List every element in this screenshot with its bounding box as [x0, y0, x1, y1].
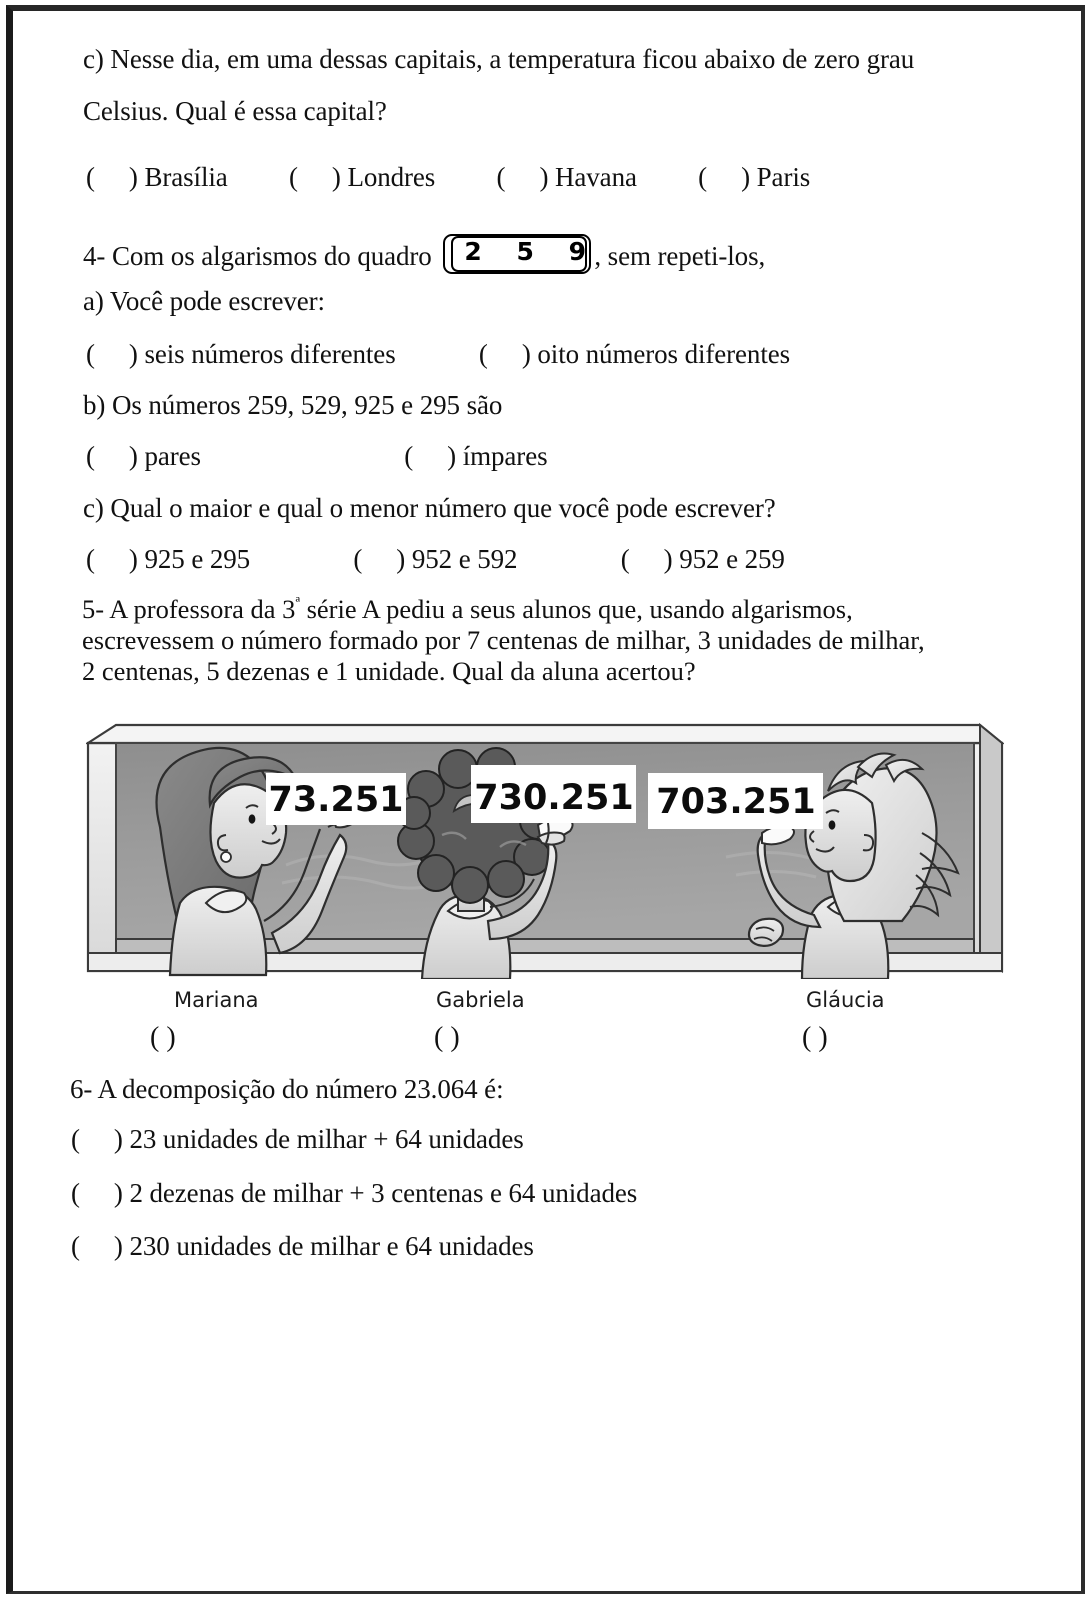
question-6-label: 6- A decomposição do número 23.064 é:: [70, 1074, 504, 1104]
question-6-option-1: [71, 1126, 524, 1153]
question-4a-options: [86, 341, 790, 368]
option-label-oito-numeros: oito números diferentes: [537, 339, 791, 369]
checkbox-pares[interactable]: ( ): [86, 441, 138, 471]
checkbox-mariana[interactable]: ( ): [150, 1022, 176, 1053]
question-4a-label: a) Você pode escrever:: [83, 286, 325, 316]
question-5-line3: 2 centenas, 5 dezenas e 1 unidade. Qual da aluna acertou?: [82, 656, 696, 686]
question-5-text: [82, 594, 1012, 687]
question-4-stem-before: 4- Com os algarismos do quadro: [83, 241, 432, 271]
option-label-paris: Paris: [756, 162, 811, 192]
question-4b-options: [86, 443, 548, 470]
question-4-stem: [83, 234, 765, 274]
question-5-line2: escrevessem o número formado por 7 centenas de milhar, 3 unidades de milhar,: [82, 625, 925, 655]
question-3c-options: [86, 164, 810, 191]
classroom-chalkboard-illustration: [86, 707, 1004, 979]
digits-box: [443, 234, 599, 274]
checkbox-impares[interactable]: ( ): [404, 441, 457, 471]
board-number-1: 73.251: [268, 780, 404, 820]
question-4c-label: c) Qual o maior e qual o menor número que você pode escrever?: [83, 493, 776, 523]
board-label-3: [648, 773, 823, 829]
checkbox-brasilia[interactable]: ( ): [86, 162, 138, 192]
checkbox-oito-numeros[interactable]: ( ): [478, 339, 531, 369]
student-name-glaucia: Gláucia: [806, 988, 885, 1012]
checkbox-seis-numeros[interactable]: ( ): [86, 339, 138, 369]
checkbox-glaucia[interactable]: ( ): [802, 1022, 828, 1053]
option-label-impares: ímpares: [462, 441, 548, 471]
question-5-line1: [82, 594, 1012, 625]
board-number-labels: [266, 765, 823, 829]
student-name-mariana: Mariana: [174, 988, 259, 1012]
question-6-option-2: [71, 1180, 637, 1207]
checkbox-925-295[interactable]: ( ): [86, 544, 138, 574]
question-4-stem-after: , sem repeti-los,: [594, 241, 766, 271]
checkbox-952-592[interactable]: ( ): [353, 544, 406, 574]
board-number-2: 730.251: [474, 778, 634, 818]
question-5-line1-post: série A pediu a seus alunos que, usando algarismos,: [299, 594, 853, 624]
question-4c-options: [86, 546, 785, 573]
checkbox-gabriela[interactable]: ( ): [434, 1022, 460, 1053]
checkbox-londres[interactable]: ( ): [288, 162, 341, 192]
checkbox-havana[interactable]: ( ): [496, 162, 549, 192]
student-name-gabriela: Gabriela: [436, 988, 525, 1012]
checkbox-952-259[interactable]: ( ): [620, 544, 673, 574]
option-label-952-259: 952 e 259: [679, 544, 785, 574]
option-label-londres: Londres: [347, 162, 436, 192]
option-label-952-592: 952 e 592: [411, 544, 518, 574]
option-label-q6-opt3: 230 unidades de milhar e 64 unidades: [129, 1231, 534, 1261]
option-label-brasilia: Brasília: [144, 162, 228, 192]
option-label-q6-opt1: 23 unidades de milhar + 64 unidades: [129, 1124, 524, 1154]
board-label-1: [266, 773, 406, 825]
question-6-option-3: [71, 1233, 534, 1260]
checkbox-paris[interactable]: ( ): [698, 162, 750, 192]
digits-box-value: 2 5 9: [464, 237, 599, 266]
board-number-3: 703.251: [656, 782, 816, 822]
question-4b-label: b) Os números 259, 529, 925 e 295 são: [83, 390, 503, 420]
question-3c-line2: Celsius. Qual é essa capital?: [83, 96, 387, 126]
question-5-line1-pre: 5- A professora da 3: [82, 594, 296, 624]
ordinal-indicator: ª: [295, 593, 300, 613]
question-3c-line1: c) Nesse dia, em uma dessas capitais, a temperatura ficou abaixo de zero grau: [83, 44, 915, 74]
checkbox-q6-opt2[interactable]: ( ): [71, 1178, 123, 1208]
option-label-seis-numeros: seis números diferentes: [144, 339, 396, 369]
option-label-pares: pares: [144, 441, 201, 471]
option-label-havana: Havana: [555, 162, 637, 192]
board-label-2: [471, 765, 636, 823]
checkbox-q6-opt1[interactable]: ( ): [71, 1124, 123, 1154]
checkbox-q6-opt3[interactable]: ( ): [71, 1231, 123, 1261]
option-label-q6-opt2: 2 dezenas de milhar + 3 centenas e 64 unidades: [129, 1178, 638, 1208]
option-label-925-295: 925 e 295: [144, 544, 251, 574]
